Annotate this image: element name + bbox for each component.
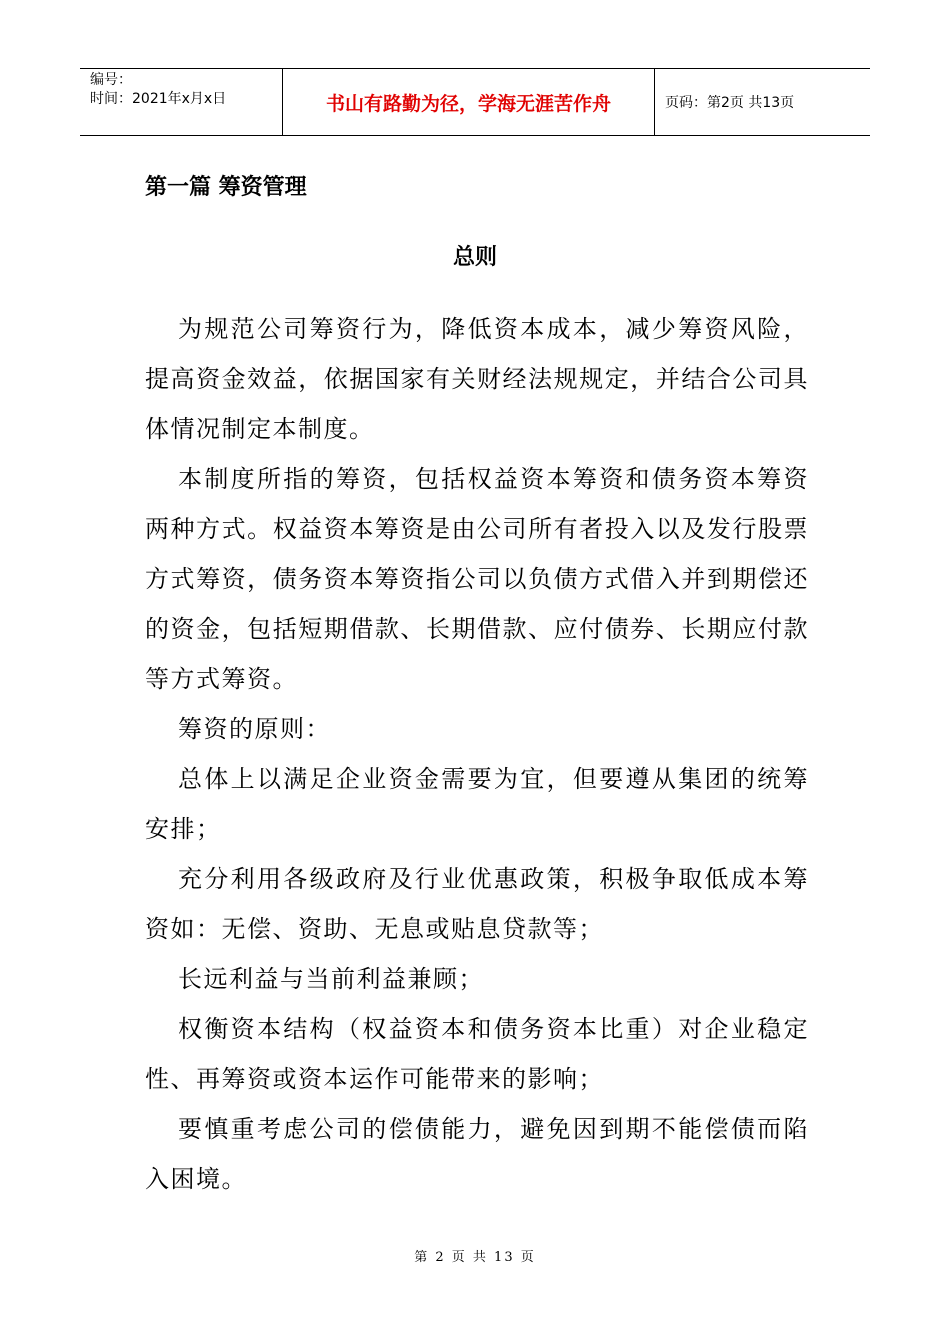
body-text [145, 304, 809, 1204]
section-title: 总则 [452, 245, 497, 270]
paragraph-purpose: 为规范公司筹资行为，降低资本成本，减少筹资风险，提高资金效益，依据国家有关财经法规规定，并结合公司具体情况制定本制度。 [145, 315, 809, 443]
paragraph-principle-2: 充分利用各级政府及行业优惠政策，积极争取低成本筹资如：无偿、资助、无息或贴息贷款等； [145, 865, 809, 943]
paragraph-principle-3: 长远利益与当前利益兼顾； [178, 965, 484, 993]
paragraph-principle-4: 权衡资本结构（权益资本和债务资本比重）对企业稳定性、再筹资或资本运作可能带来的影响； [145, 1015, 809, 1093]
header-page-info: 页码：第2页 共13页 [665, 95, 795, 111]
document-date-label: 时间：2021年x月x日 [90, 91, 227, 107]
paragraph-principle-1: 总体上以满足企业资金需要为宜，但要遵从集团的统筹安排； [145, 765, 809, 843]
header-meta [80, 69, 282, 135]
paragraph-scope: 本制度所指的筹资，包括权益资本筹资和债务资本筹资两种方式。权益资本筹资是由公司所有者投入以及发行股票方式筹资，债务资本筹资指公司以负债方式借入并到期偿还的资金，包括短期借款、长期借款、应付债券、长期应付款等方式筹资。 [145, 465, 809, 693]
document-number-label: 编号： [90, 72, 132, 88]
page-footer: 第 2 页 共 13 页 [414, 1250, 536, 1265]
page-header [80, 68, 870, 136]
paragraph-principles-heading: 筹资的原则： [178, 715, 331, 743]
paragraph-principle-5: 要慎重考虑公司的偿债能力，避免因到期不能偿债而陷入困境。 [145, 1115, 809, 1193]
part-title: 第一篇 筹资管理 [145, 175, 307, 200]
header-motto: 书山有路勤为径，学海无涯苦作舟 [282, 69, 655, 135]
